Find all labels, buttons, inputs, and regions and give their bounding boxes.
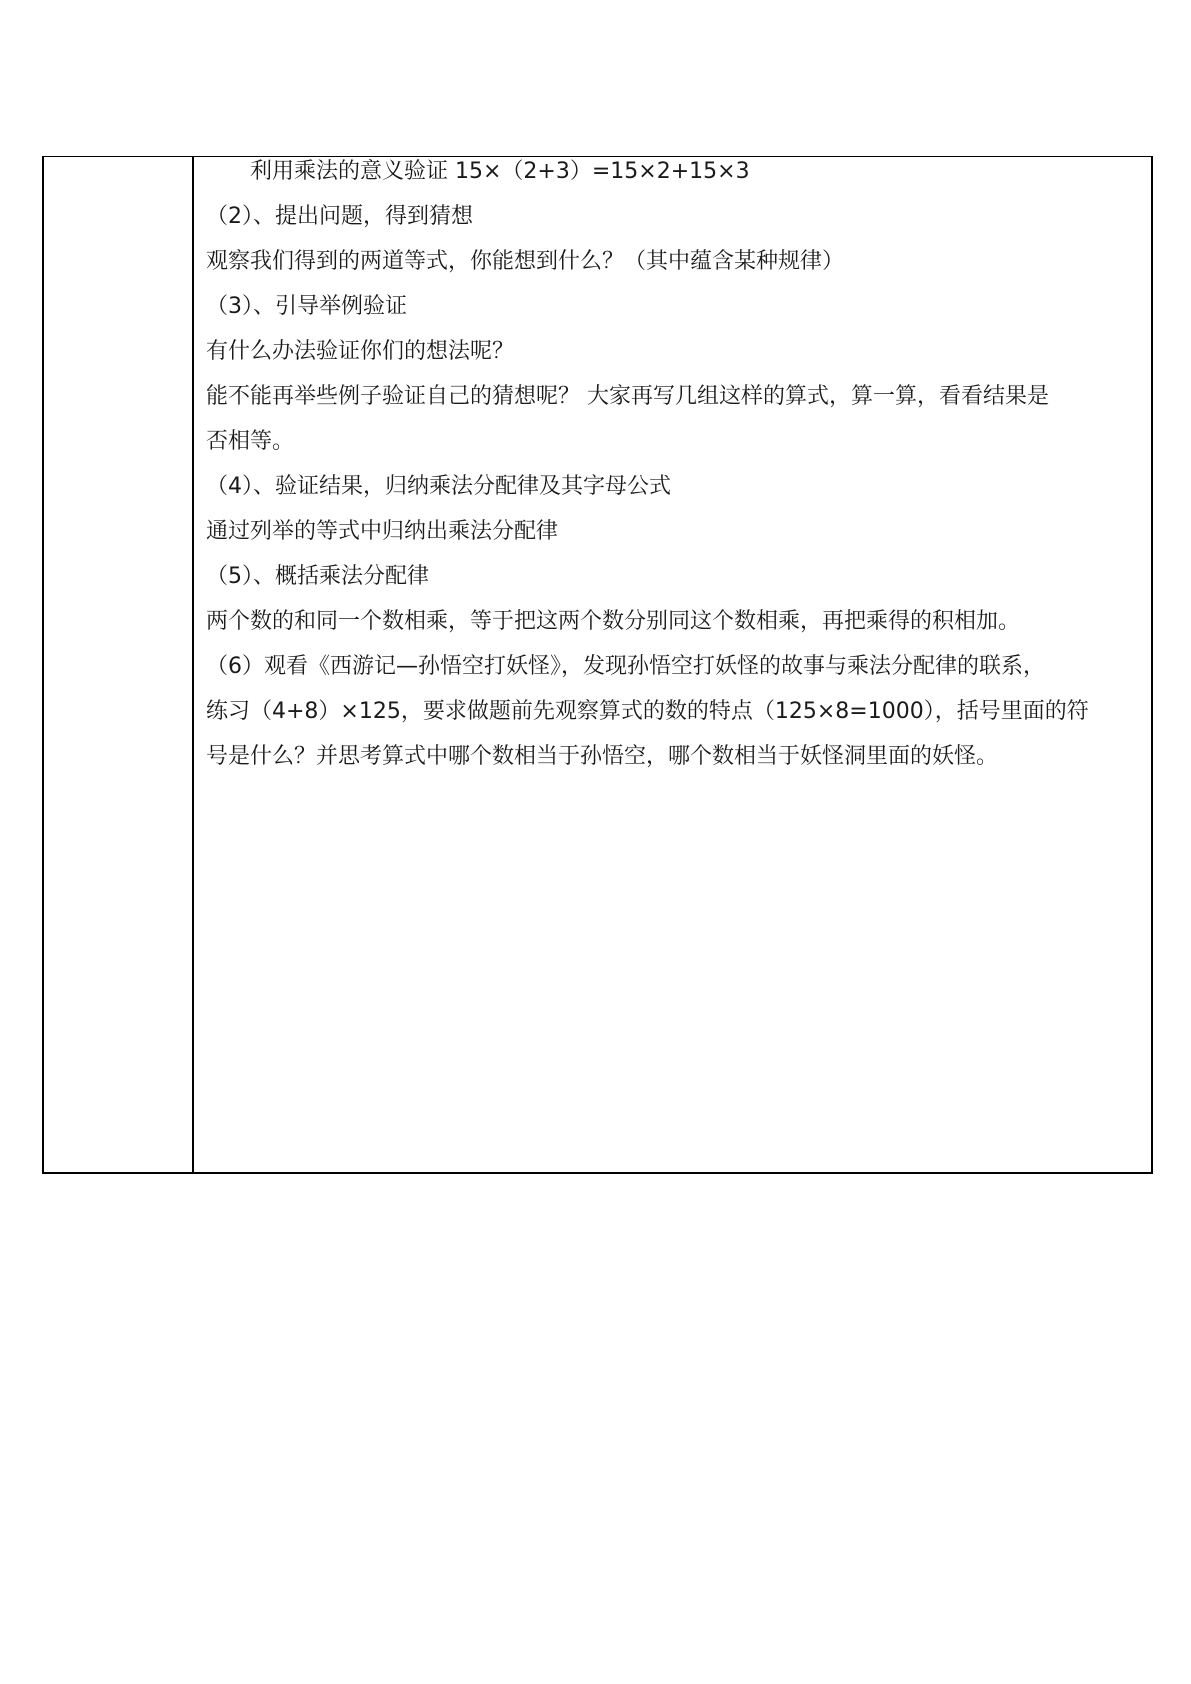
line-practice-exercise: 练习（4+8）×125，要求做题前先观察算式的数的特点（125×8=1000），括号里面的符 xyxy=(206,699,1089,724)
line-step-6-story: （6）观看《西游记—孙悟空打妖怪》，发现孙悟空打妖怪的故事与乘法分配律的联系， xyxy=(206,654,1045,679)
content-cell xyxy=(194,157,1151,1172)
line-practice-question: 号是什么？并思考算式中哪个数相当于孙悟空，哪个数相当于妖怪洞里面的妖怪。 xyxy=(206,744,999,769)
line-step-2-heading: （2）、提出问题，得到猜想 xyxy=(206,204,473,229)
line-step-4-heading: （4）、验证结果，归纳乘法分配律及其字母公式 xyxy=(206,474,671,499)
line-law-statement: 两个数的和同一个数相乘，等于把这两个数分别同这个数相乘，再把乘得的积相加。 xyxy=(206,609,1021,634)
line-examples-prompt-cont: 否相等。 xyxy=(206,429,295,454)
line-step-3-heading: （3）、引导举例验证 xyxy=(206,294,407,319)
line-verify-method: 有什么办法验证你们的想法呢？ xyxy=(206,339,515,364)
left-column-cell xyxy=(44,157,194,1172)
line-examples-prompt: 能不能再举些例子验证自己的猜想呢？ 大家再写几组这样的算式，算一算，看看结果是 xyxy=(206,384,1049,409)
line-summarize-law: 通过列举的等式中归纳出乘法分配律 xyxy=(206,519,559,544)
line-verify-formula: 利用乘法的意义验证 15×（2+3）=15×2+15×3 xyxy=(250,159,750,184)
line-step-5-heading: （5）、概括乘法分配律 xyxy=(206,564,429,589)
line-observe-question: 观察我们得到的两道等式，你能想到什么？（其中蕴含某种规律） xyxy=(206,249,845,274)
lesson-table xyxy=(42,156,1153,1174)
